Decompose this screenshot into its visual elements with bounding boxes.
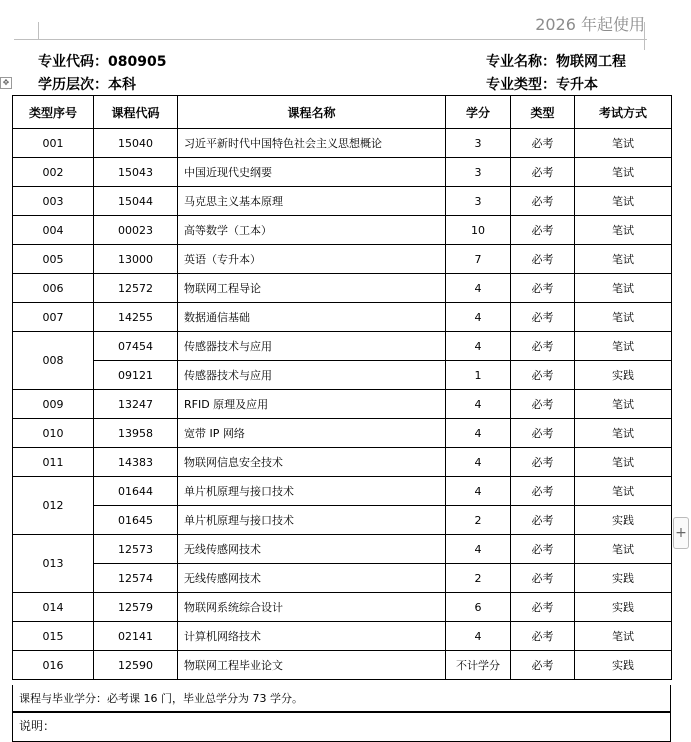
header-rule bbox=[14, 39, 647, 40]
program-type bbox=[486, 74, 598, 94]
cell-type: 必考 bbox=[511, 593, 575, 622]
cell-type: 必考 bbox=[511, 477, 575, 506]
page-corner-marker bbox=[644, 22, 646, 50]
program-code-label: 专业代码： bbox=[38, 54, 108, 70]
cell-code: 13247 bbox=[94, 390, 178, 419]
course-table bbox=[12, 95, 672, 680]
cell-exam: 实践 bbox=[575, 564, 672, 593]
cell-type: 必考 bbox=[511, 535, 575, 564]
cell-seq: 007 bbox=[13, 303, 94, 332]
graduation-summary: 课程与毕业学分：必考课 16 门，毕业总学分为 73 学分。 bbox=[12, 685, 671, 712]
program-name bbox=[486, 51, 626, 71]
header-note: 2026 年起使用 bbox=[535, 15, 645, 34]
cell-code: 01644 bbox=[94, 477, 178, 506]
cell-credit: 3 bbox=[446, 158, 511, 187]
cell-name: 物联网工程毕业论文 bbox=[178, 651, 446, 680]
cell-credit: 4 bbox=[446, 332, 511, 361]
table-row bbox=[13, 245, 672, 274]
add-column-icon[interactable]: + bbox=[673, 517, 689, 549]
cell-name: 中国近现代史纲要 bbox=[178, 158, 446, 187]
program-level-value: 本科 bbox=[108, 77, 136, 93]
cell-code: 02141 bbox=[94, 622, 178, 651]
table-row bbox=[13, 564, 672, 593]
cell-seq: 005 bbox=[13, 245, 94, 274]
cell-credit: 10 bbox=[446, 216, 511, 245]
cell-type: 必考 bbox=[511, 564, 575, 593]
program-level bbox=[38, 74, 136, 94]
cell-exam: 笔试 bbox=[575, 419, 672, 448]
cell-code: 12579 bbox=[94, 593, 178, 622]
cell-exam: 笔试 bbox=[575, 477, 672, 506]
cell-name: 无线传感网技术 bbox=[178, 535, 446, 564]
cell-exam: 实践 bbox=[575, 651, 672, 680]
cell-credit: 4 bbox=[446, 622, 511, 651]
program-level-label: 学历层次： bbox=[38, 77, 108, 93]
cell-code: 13000 bbox=[94, 245, 178, 274]
table-row bbox=[13, 535, 672, 564]
cell-type: 必考 bbox=[511, 303, 575, 332]
cell-name: 物联网工程导论 bbox=[178, 274, 446, 303]
cell-name: 习近平新时代中国特色社会主义思想概论 bbox=[178, 129, 446, 158]
cell-credit: 1 bbox=[446, 361, 511, 390]
header-code: 课程代码 bbox=[94, 96, 178, 129]
table-row bbox=[13, 216, 672, 245]
program-code bbox=[38, 51, 166, 71]
cell-credit: 4 bbox=[446, 448, 511, 477]
cell-exam: 笔试 bbox=[575, 622, 672, 651]
cell-type: 必考 bbox=[511, 158, 575, 187]
cell-type: 必考 bbox=[511, 390, 575, 419]
table-row bbox=[13, 506, 672, 535]
cell-type: 必考 bbox=[511, 187, 575, 216]
cell-type: 必考 bbox=[511, 245, 575, 274]
cell-seq: 004 bbox=[13, 216, 94, 245]
cell-credit: 3 bbox=[446, 187, 511, 216]
cell-seq: 011 bbox=[13, 448, 94, 477]
cell-type: 必考 bbox=[511, 622, 575, 651]
cell-seq: 008 bbox=[13, 332, 94, 390]
cell-seq: 015 bbox=[13, 622, 94, 651]
cell-exam: 笔试 bbox=[575, 448, 672, 477]
page-corner-marker bbox=[30, 22, 39, 39]
cell-type: 必考 bbox=[511, 448, 575, 477]
cell-seq: 009 bbox=[13, 390, 94, 419]
cell-credit: 4 bbox=[446, 303, 511, 332]
table-row bbox=[13, 187, 672, 216]
cell-type: 必考 bbox=[511, 506, 575, 535]
header-exam: 考试方式 bbox=[575, 96, 672, 129]
cell-credit: 2 bbox=[446, 506, 511, 535]
cell-name: 物联网系统综合设计 bbox=[178, 593, 446, 622]
program-type-value: 专升本 bbox=[556, 77, 598, 93]
cell-credit: 2 bbox=[446, 564, 511, 593]
table-row bbox=[13, 448, 672, 477]
cell-credit: 7 bbox=[446, 245, 511, 274]
cell-code: 15044 bbox=[94, 187, 178, 216]
cell-code: 15040 bbox=[94, 129, 178, 158]
cell-name: 单片机原理与接口技术 bbox=[178, 506, 446, 535]
cell-exam: 笔试 bbox=[575, 274, 672, 303]
header-type: 类型 bbox=[511, 96, 575, 129]
cell-credit: 4 bbox=[446, 535, 511, 564]
cell-type: 必考 bbox=[511, 129, 575, 158]
cell-code: 12572 bbox=[94, 274, 178, 303]
cell-exam: 笔试 bbox=[575, 332, 672, 361]
notes-label: 说明： bbox=[19, 719, 56, 733]
cell-type: 必考 bbox=[511, 274, 575, 303]
cell-exam: 实践 bbox=[575, 593, 672, 622]
cell-type: 必考 bbox=[511, 361, 575, 390]
table-row bbox=[13, 390, 672, 419]
cell-code: 14383 bbox=[94, 448, 178, 477]
header-credit: 学分 bbox=[446, 96, 511, 129]
cell-name: 英语（专升本） bbox=[178, 245, 446, 274]
cell-type: 必考 bbox=[511, 216, 575, 245]
cell-name: 传感器技术与应用 bbox=[178, 332, 446, 361]
cell-seq: 003 bbox=[13, 187, 94, 216]
cell-name: 无线传感网技术 bbox=[178, 564, 446, 593]
cell-credit: 4 bbox=[446, 274, 511, 303]
cell-credit: 4 bbox=[446, 390, 511, 419]
cell-exam: 笔试 bbox=[575, 129, 672, 158]
cell-seq: 013 bbox=[13, 535, 94, 593]
cell-credit: 4 bbox=[446, 419, 511, 448]
cell-exam: 实践 bbox=[575, 361, 672, 390]
table-row bbox=[13, 651, 672, 680]
cell-exam: 笔试 bbox=[575, 390, 672, 419]
cell-name: 高等数学（工本） bbox=[178, 216, 446, 245]
cell-name: 物联网信息安全技术 bbox=[178, 448, 446, 477]
cell-name: RFID 原理及应用 bbox=[178, 390, 446, 419]
cell-name: 马克思主义基本原理 bbox=[178, 187, 446, 216]
program-name-label: 专业名称： bbox=[486, 54, 556, 70]
table-row bbox=[13, 158, 672, 187]
cell-exam: 笔试 bbox=[575, 303, 672, 332]
cell-code: 14255 bbox=[94, 303, 178, 332]
cell-exam: 笔试 bbox=[575, 216, 672, 245]
table-row bbox=[13, 361, 672, 390]
program-type-label: 专业类型： bbox=[486, 77, 556, 93]
cell-seq: 001 bbox=[13, 129, 94, 158]
notes-section bbox=[12, 712, 671, 742]
program-name-value: 物联网工程 bbox=[556, 54, 626, 70]
cell-type: 必考 bbox=[511, 332, 575, 361]
table-row bbox=[13, 419, 672, 448]
cell-name: 计算机网络技术 bbox=[178, 622, 446, 651]
cell-credit: 6 bbox=[446, 593, 511, 622]
cell-exam: 笔试 bbox=[575, 535, 672, 564]
table-row bbox=[13, 622, 672, 651]
table-row bbox=[13, 332, 672, 361]
cell-type: 必考 bbox=[511, 419, 575, 448]
cell-code: 12573 bbox=[94, 535, 178, 564]
cell-seq: 006 bbox=[13, 274, 94, 303]
table-row bbox=[13, 129, 672, 158]
cell-code: 09121 bbox=[94, 361, 178, 390]
table-row bbox=[13, 477, 672, 506]
cell-credit: 3 bbox=[446, 129, 511, 158]
cell-name: 单片机原理与接口技术 bbox=[178, 477, 446, 506]
cell-code: 00023 bbox=[94, 216, 178, 245]
cell-code: 07454 bbox=[94, 332, 178, 361]
cell-name: 宽带 IP 网络 bbox=[178, 419, 446, 448]
cell-exam: 实践 bbox=[575, 506, 672, 535]
course-table-body bbox=[13, 129, 672, 680]
cell-type: 必考 bbox=[511, 651, 575, 680]
cell-seq: 014 bbox=[13, 593, 94, 622]
cell-code: 13958 bbox=[94, 419, 178, 448]
cell-seq: 002 bbox=[13, 158, 94, 187]
program-code-value: 080905 bbox=[108, 54, 167, 70]
table-row bbox=[13, 303, 672, 332]
cell-seq: 010 bbox=[13, 419, 94, 448]
header-name: 课程名称 bbox=[178, 96, 446, 129]
cell-exam: 笔试 bbox=[575, 245, 672, 274]
cell-seq: 016 bbox=[13, 651, 94, 680]
cell-credit: 不计学分 bbox=[446, 651, 511, 680]
header-seq: 类型序号 bbox=[13, 96, 94, 129]
cell-name: 传感器技术与应用 bbox=[178, 361, 446, 390]
cell-seq: 012 bbox=[13, 477, 94, 535]
cell-code: 01645 bbox=[94, 506, 178, 535]
cell-code: 12574 bbox=[94, 564, 178, 593]
cell-exam: 笔试 bbox=[575, 158, 672, 187]
cell-name: 数据通信基础 bbox=[178, 303, 446, 332]
table-row bbox=[13, 593, 672, 622]
cell-credit: 4 bbox=[446, 477, 511, 506]
table-move-handle-icon[interactable]: ✥ bbox=[0, 77, 12, 89]
cell-code: 12590 bbox=[94, 651, 178, 680]
table-row bbox=[13, 274, 672, 303]
table-header-row bbox=[13, 96, 672, 129]
cell-code: 15043 bbox=[94, 158, 178, 187]
cell-exam: 笔试 bbox=[575, 187, 672, 216]
